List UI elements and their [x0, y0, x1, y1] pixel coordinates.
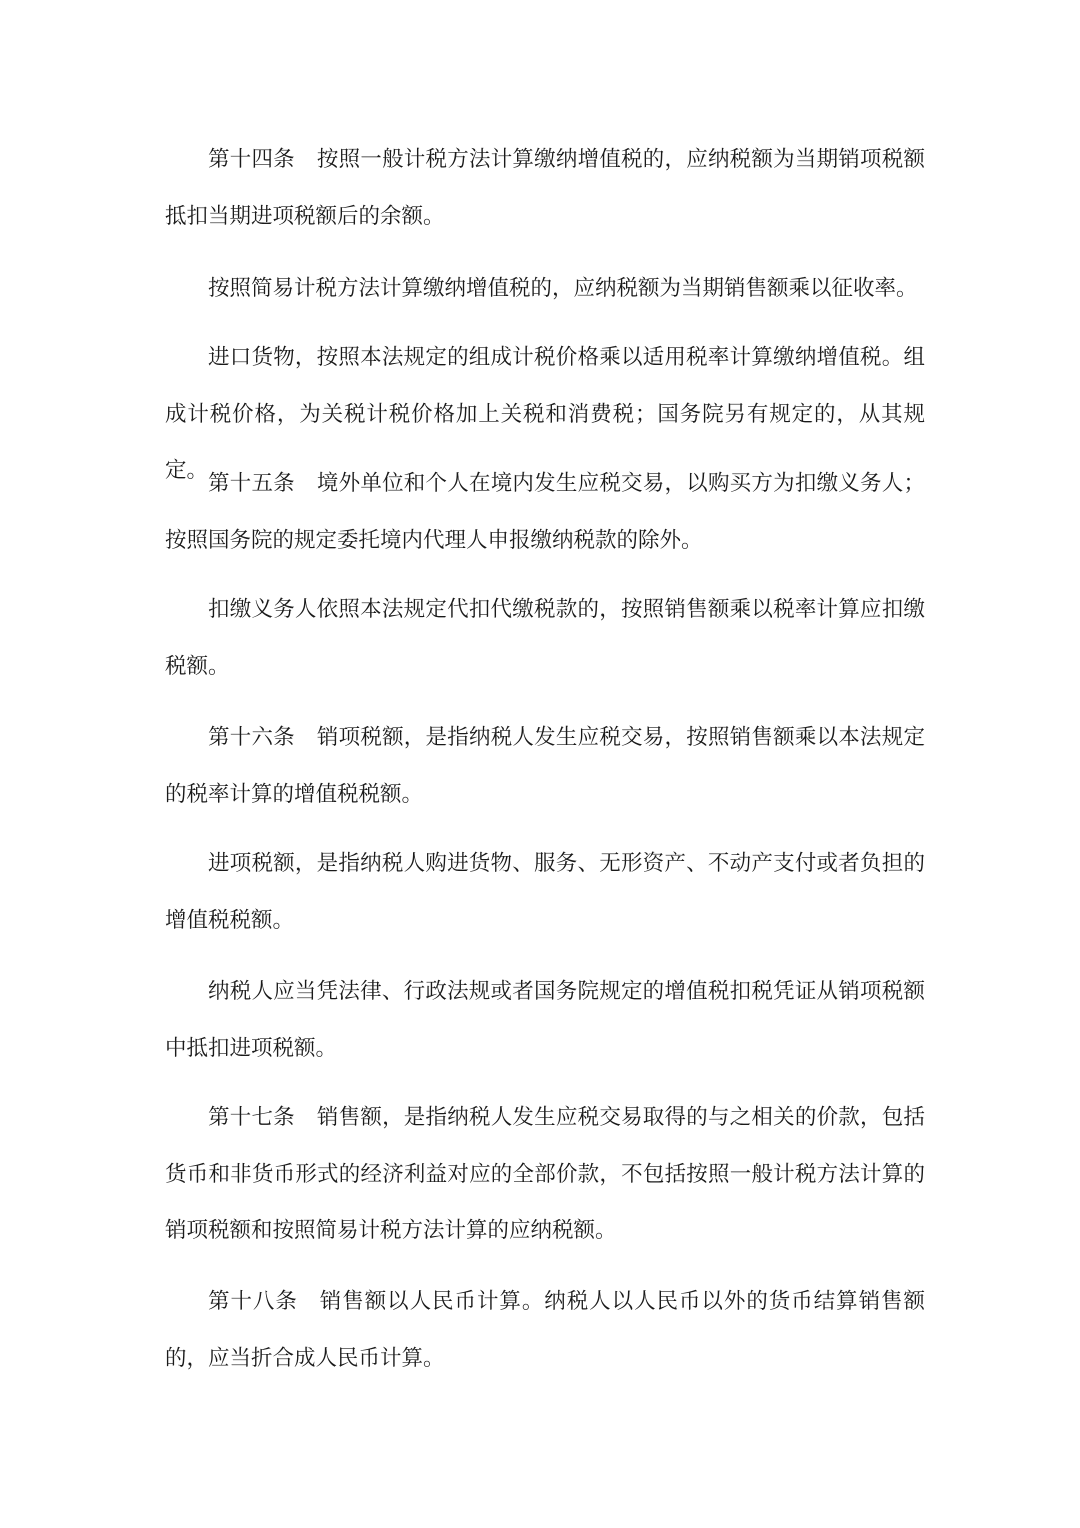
paragraph-simple-method — [165, 261, 925, 318]
paragraph-text: 进项税额，是指纳税人购进货物、服务、无形资产、不动产支付或者负担的增值税税额。 — [165, 851, 925, 933]
paragraph-deduction-voucher — [165, 964, 925, 1077]
paragraph-article-15 — [165, 456, 925, 569]
paragraph-withholding-agent — [165, 582, 925, 695]
paragraph-article-14 — [165, 132, 925, 245]
paragraph-text: 销项税额，是指纳税人发生应税交易，按照销售额乘以本法规定的税率计算的增值税税额。 — [165, 725, 925, 807]
paragraph-text: 按照简易计税方法计算缴纳增值税的，应纳税额为当期销售额乘以征收率。 — [208, 276, 918, 301]
article-number: 第十六条 — [208, 725, 295, 750]
paragraph-article-17 — [165, 1090, 925, 1260]
paragraph-text: 销售额以人民币计算。纳税人以人民币以外的货币结算销售额的，应当折合成人民币计算。 — [165, 1289, 925, 1371]
paragraph-article-16 — [165, 710, 925, 823]
article-number: 第十五条 — [208, 471, 295, 496]
article-number: 第十八条 — [208, 1289, 298, 1314]
paragraph-article-18 — [165, 1274, 925, 1387]
paragraph-text: 进口货物，按照本法规定的组成计税价格乘以适用税率计算缴纳增值税。组成计税价格，为关税计税价格加上关税和消费税；国务院另有规定的，从其规定。 — [165, 345, 925, 483]
paragraph-text: 纳税人应当凭法律、行政法规或者国务院规定的增值税扣税凭证从销项税额中抵扣进项税额。 — [165, 979, 925, 1061]
article-number: 第十四条 — [208, 147, 295, 172]
paragraph-text: 销售额，是指纳税人发生应税交易取得的与之相关的价款，包括货币和非货币形式的经济利益对应的全部价款，不包括按照一般计税方法计算的销项税额和按照简易计税方法计算的应纳税额。 — [165, 1105, 925, 1243]
article-number: 第十七条 — [208, 1105, 295, 1130]
paragraph-text: 按照一般计税方法计算缴纳增值税的，应纳税额为当期销项税额抵扣当期进项税额后的余额。 — [165, 147, 925, 229]
paragraph-text: 境外单位和个人在境内发生应税交易，以购买方为扣缴义务人；按照国务院的规定委托境内代理人申报缴纳税款的除外。 — [165, 471, 925, 553]
paragraph-input-tax — [165, 836, 925, 949]
paragraph-text: 扣缴义务人依照本法规定代扣代缴税款的，按照销售额乘以税率计算应扣缴税额。 — [165, 597, 925, 679]
